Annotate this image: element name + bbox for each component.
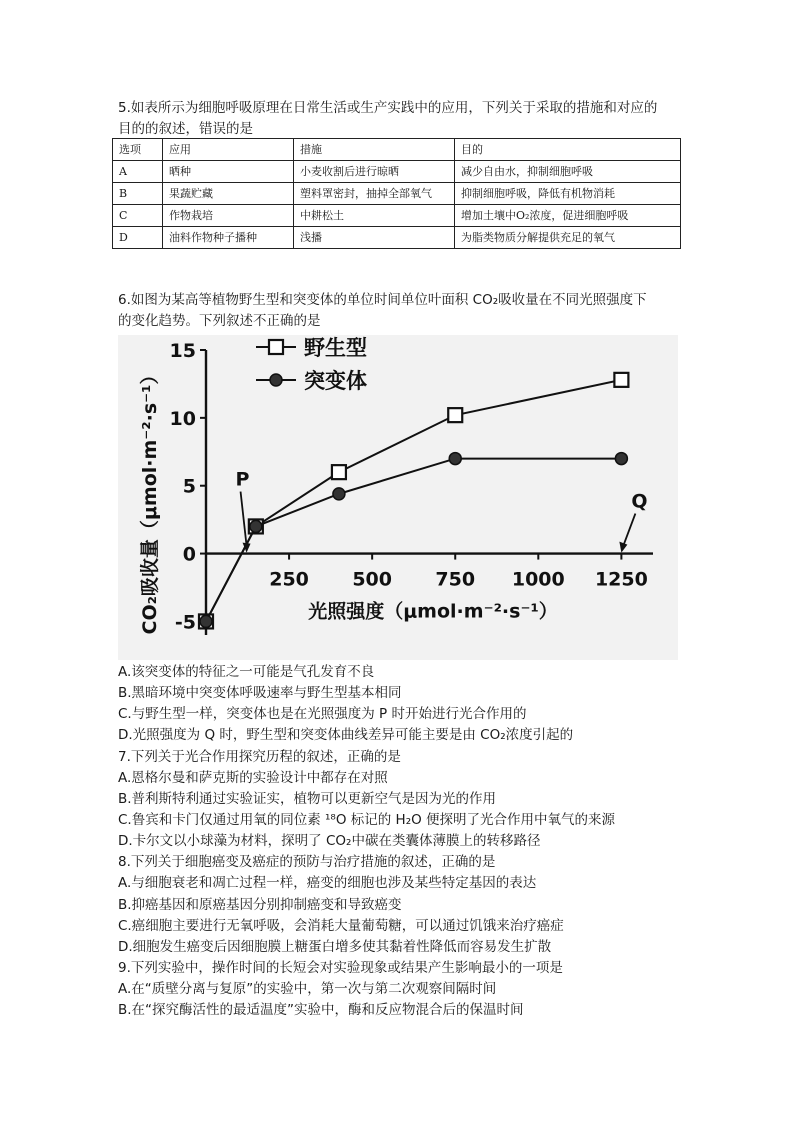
data-point-circle — [615, 453, 627, 465]
table-cell: B — [113, 183, 163, 205]
q5-stem-line1: 5.如表所示为细胞呼吸原理在日常生活或生产实践中的应用，下列关于采取的措施和对应的 — [118, 100, 658, 116]
q6-option: B.黑暗环境中突变体呼吸速率与野生型基本相同 — [118, 685, 402, 702]
table-header: 目的 — [455, 139, 681, 161]
table-cell: 晒种 — [163, 161, 294, 183]
annotation-q: Q — [631, 490, 648, 513]
q5-stem-line2: 目的的叙述，错误的是 — [118, 121, 253, 137]
table-header: 选项 — [113, 139, 163, 161]
x-tick-label: 1000 — [511, 568, 565, 591]
q9-option: B.在“探究酶活性的最适温度”实验中，酶和反应物混合后的保温时间 — [118, 1002, 524, 1019]
y-tick-label: 5 — [182, 475, 196, 498]
q7-option: A.恩格尔曼和萨克斯的实验设计中都存在对照 — [118, 769, 388, 786]
table-row — [113, 205, 681, 227]
q6-stem — [118, 290, 678, 332]
table-cell: 作物栽培 — [163, 205, 294, 227]
data-point-circle — [333, 488, 345, 500]
y-tick-label: -5 — [174, 611, 196, 634]
table-header: 应用 — [163, 139, 294, 161]
table-row — [113, 183, 681, 205]
legend-marker-square — [269, 340, 283, 354]
table-cell: 中耕松土 — [294, 205, 455, 227]
table-cell: 果蔬贮藏 — [163, 183, 294, 205]
x-tick-label: 500 — [352, 568, 392, 591]
table-row — [113, 161, 681, 183]
table-row — [113, 227, 681, 249]
table-cell: 增加土壤中O₂浓度，促进细胞呼吸 — [455, 205, 681, 227]
table-cell: A — [113, 161, 163, 183]
data-point-circle — [449, 453, 461, 465]
data-point-square — [448, 408, 462, 422]
table-cell: 油料作物种子播种 — [163, 227, 294, 249]
table-cell: 抑制细胞呼吸，降低有机物消耗 — [455, 183, 681, 205]
x-tick-label: 750 — [435, 568, 476, 591]
table-header: 措施 — [294, 139, 455, 161]
data-point-square — [332, 465, 346, 479]
y-tick-label: 0 — [182, 543, 196, 566]
q7-stem: 7.下列关于光合作用探究历程的叙述，正确的是 — [118, 748, 401, 765]
table-cell: 小麦收割后进行晾晒 — [294, 161, 455, 183]
annotation-p: P — [235, 468, 250, 491]
x-tick-label: 1250 — [594, 568, 648, 591]
q6-stem-line1: 6.如图为某高等植物野生型和突变体的单位时间单位叶面积 CO₂吸收量在不同光照强度下 — [118, 292, 647, 308]
q9-stem: 9.下列实验中，操作时间的长短会对实验现象或结果产生影响最小的一项是 — [118, 959, 563, 976]
table-header-row — [113, 139, 681, 161]
q5-stem — [118, 98, 678, 140]
co2-chart-panel — [118, 335, 678, 660]
q6-option: D.光照强度为 Q 时，野生型和突变体曲线差异可能主要是由 CO₂浓度引起的 — [118, 727, 574, 744]
q6-option: A.该突变体的特征之一可能是气孔发育不良 — [118, 664, 375, 680]
annotation-p-arrow — [241, 492, 247, 546]
data-point-circle — [200, 615, 212, 627]
q7-option: D.卡尔文以小球藻为材料，探明了 CO₂中碳在类囊体薄膜上的转移路径 — [118, 833, 541, 850]
x-axis-label: 光照强度（μmol·m⁻²·s⁻¹） — [308, 600, 558, 623]
y-axis-label: CO₂吸收量（μmol·m⁻²·s⁻¹） — [139, 365, 161, 635]
q8-stem: 8.下列关于细胞癌变及癌症的预防与治疗措施的叙述，正确的是 — [118, 854, 496, 871]
x-tick-label: 250 — [269, 568, 309, 591]
q9-option: A.在“质壁分离与复原”的实验中，第一次与第二次观察间隔时间 — [118, 981, 497, 998]
q7-option: B.普利斯特利通过实验证实，植物可以更新空气是因为光的作用 — [118, 790, 497, 807]
annotation-q-arrowhead — [619, 542, 627, 553]
co2-chart — [118, 335, 678, 660]
q8-option: A.与细胞衰老和凋亡过程一样，癌变的细胞也涉及某些特定基因的表达 — [118, 875, 537, 892]
table-cell: 减少自由水，抑制细胞呼吸 — [455, 161, 681, 183]
q8-option: B.抑癌基因和原癌基因分别抑制癌变和导致癌变 — [118, 896, 402, 913]
table-cell: 为脂类物质分解提供充足的氧气 — [455, 227, 681, 249]
series-line — [206, 459, 621, 622]
data-point-circle — [250, 520, 262, 532]
q5-table — [112, 138, 681, 249]
table-cell: 塑料罩密封，抽掉全部氧气 — [294, 183, 455, 205]
table-cell: 浅播 — [294, 227, 455, 249]
table-cell: D — [113, 227, 163, 249]
legend-label: 野生型 — [304, 336, 367, 360]
data-point-square — [614, 373, 628, 387]
y-tick-label: 15 — [169, 340, 196, 362]
q7-option: C.鲁宾和卡门仅通过用氧的同位素 ¹⁸O 标记的 H₂O 便探明了光合作用中氧气的来源 — [118, 811, 616, 828]
q8-option: C.癌细胞主要进行无氧呼吸，会消耗大量葡萄糖，可以通过饥饿来治疗癌症 — [118, 917, 564, 934]
question-lines — [118, 662, 698, 1021]
q8-option: D.细胞发生癌变后因细胞膜上糖蛋白增多使其黏着性降低而容易发生扩散 — [118, 938, 552, 955]
q6-stem-line2: 的变化趋势。下列叙述不正确的是 — [118, 313, 321, 329]
legend-marker-circle — [270, 374, 282, 386]
legend-label: 突变体 — [304, 369, 367, 393]
y-tick-label: 10 — [169, 407, 196, 430]
annotation-q-arrow — [623, 514, 635, 546]
q6-option: C.与野生型一样，突变体也是在光照强度为 P 时开始进行光合作用的 — [118, 706, 527, 723]
table-cell: C — [113, 205, 163, 227]
